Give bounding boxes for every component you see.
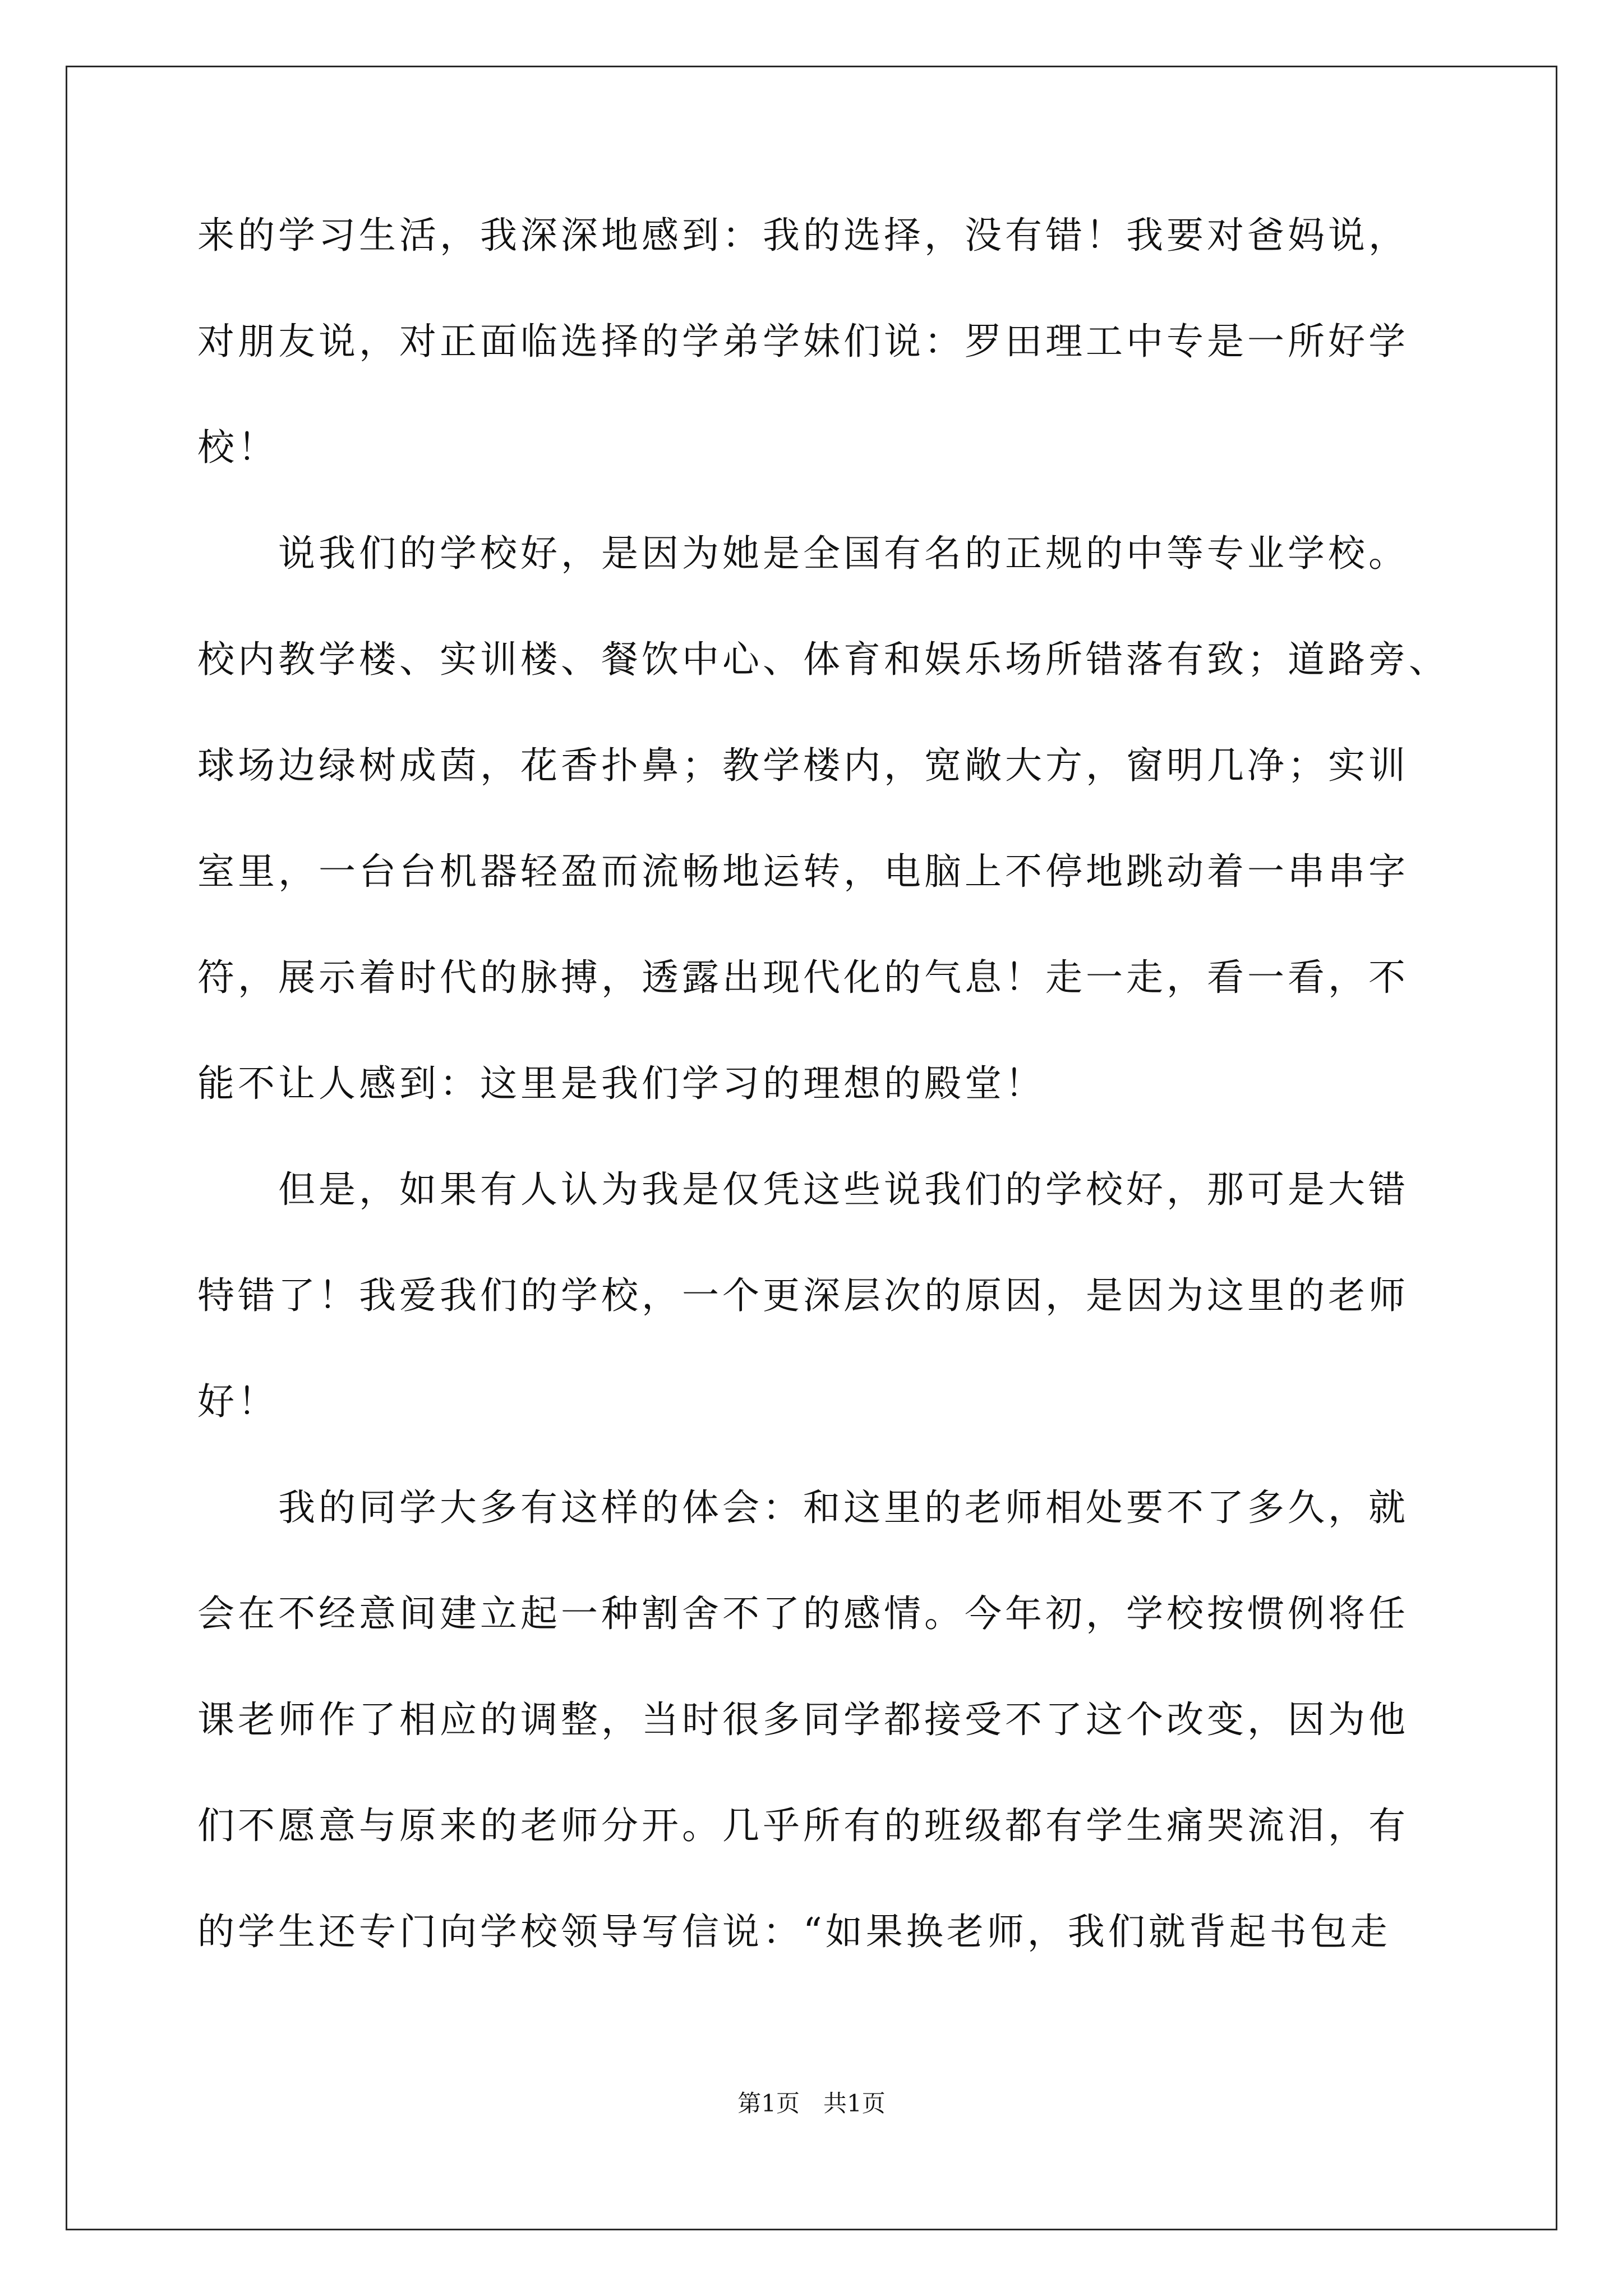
text-line: 们不愿意与原来的老师分开。几乎所有的班级都有学生痛哭流泪，有 xyxy=(197,1804,1409,1847)
text-line: 好！ xyxy=(197,1380,278,1423)
text-line: 会在不经意间建立起一种割舍不了的感情。今年初，学校按惯例将任 xyxy=(197,1592,1409,1635)
paragraph-start-line: 说我们的学校好，是因为她是全国有名的正规的中等专业学校。 xyxy=(197,532,1409,575)
paragraph-start-line: 但是，如果有人认为我是仅凭这些说我们的学校好，那可是大错 xyxy=(197,1168,1409,1211)
text-line: 校！ xyxy=(197,426,278,469)
text-line: 符，展示着时代的脉搏，透露出现代化的气息！走一走，看一看，不 xyxy=(197,956,1409,999)
text-line: 球场边绿树成茵，花香扑鼻；教学楼内，宽敞大方，窗明几净；实训 xyxy=(197,744,1409,787)
page-number-footer: 第1页 共1页 xyxy=(737,2090,886,2117)
text-line: 课老师作了相应的调整，当时很多同学都接受不了这个改变，因为他 xyxy=(197,1698,1409,1741)
text-line: 对朋友说，对正面临选择的学弟学妹们说：罗田理工中专是一所好学 xyxy=(197,320,1409,363)
paragraph-start-line: 我的同学大多有这样的体会：和这里的老师相处要不了多久，就 xyxy=(197,1486,1409,1529)
text-line: 室里，一台台机器轻盈而流畅地运转，电脑上不停地跳动着一串串字 xyxy=(197,850,1409,893)
text-line: 的学生还专门向学校领导写信说：“如果换老师，我们就背起书包走 xyxy=(197,1910,1391,1953)
text-line: 能不让人感到：这里是我们学习的理想的殿堂！ xyxy=(197,1062,1045,1105)
text-line: 特错了！我爱我们的学校，一个更深层次的原因，是因为这里的老师 xyxy=(197,1274,1409,1317)
text-line: 校内教学楼、实训楼、餐饮中心、体育和娱乐场所错落有致；道路旁、 xyxy=(197,638,1449,681)
text-line: 来的学习生活，我深深地感到：我的选择，没有错！我要对爸妈说， xyxy=(197,214,1409,257)
